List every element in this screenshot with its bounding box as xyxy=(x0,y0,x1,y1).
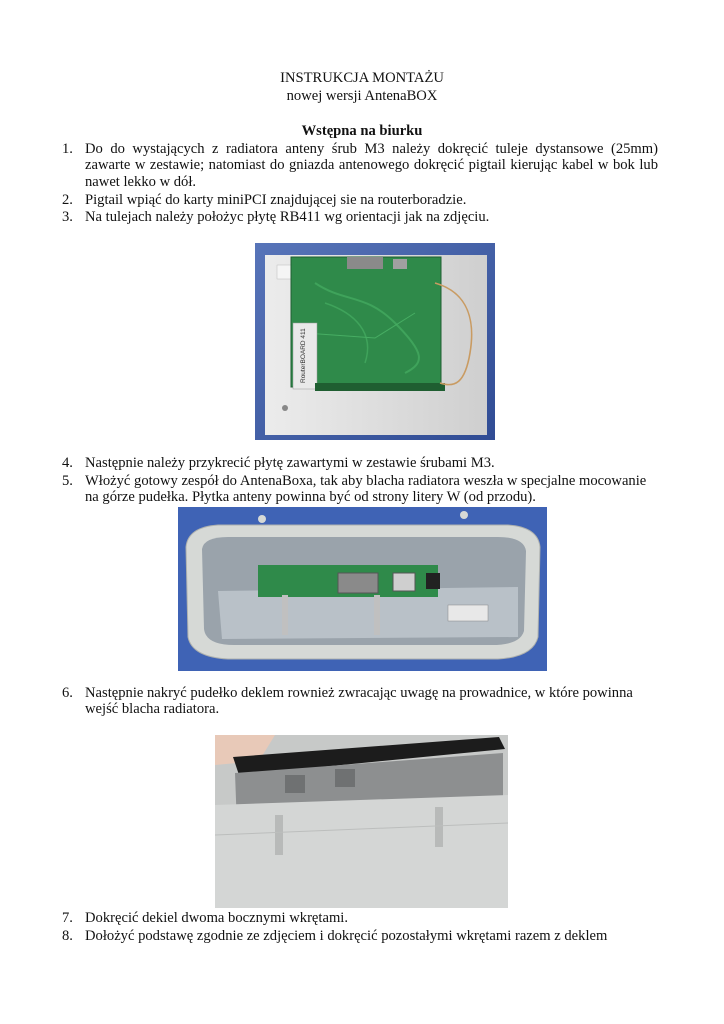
step-number: 7. xyxy=(62,910,73,926)
photo-routerboard-on-desk xyxy=(255,243,495,440)
photo-assembly-in-box xyxy=(178,507,547,671)
step-4 xyxy=(62,455,658,471)
photo-lid-placement xyxy=(215,735,508,908)
step-number: 1. xyxy=(62,141,73,157)
step-text: Do do wystających z radiatora anteny śrub M3 należy dokręcić tuleje dystansowe (25mm) zawarte w zestawie; natomiast do gniazda antenowego dokręcić pigtail kierując kabel w bok lub nawet lekko w dół. xyxy=(85,141,658,190)
step-number: 8. xyxy=(62,928,73,944)
step-text: Włożyć gotowy zespół do AntenaBoxa, tak aby blacha radiatora weszła w specjalne mocowanie na górze pudełka. Płytka anteny powinna być od strony litery W (od przodu). xyxy=(85,473,647,506)
step-5 xyxy=(62,473,658,506)
step-1 xyxy=(62,141,658,190)
routerboard-photo-illustration xyxy=(255,243,495,440)
housing-photo-illustration xyxy=(178,507,547,671)
document-subtitle: nowej wersji AntenaBOX xyxy=(286,88,438,104)
step-number: 3. xyxy=(62,209,73,225)
section-heading: Wstępna na biurku xyxy=(301,123,423,139)
step-text: Następnie należy przykrecić płytę zawartymi w zestawie śrubami M3. xyxy=(85,455,495,471)
step-2 xyxy=(62,192,658,208)
step-text: Dokręcić dekiel dwoma bocznymi wkrętami. xyxy=(85,910,349,926)
step-3 xyxy=(62,209,658,225)
step-text: Dołożyć podstawę zgodnie ze zdjęciem i dokręcić pozostałymi wkrętami razem z deklem xyxy=(85,928,608,944)
step-7 xyxy=(62,910,658,926)
step-text: Pigtail wpiąć do karty miniPCI znajdującej sie na routerboradzie. xyxy=(85,192,467,208)
step-number: 6. xyxy=(62,685,73,701)
board-label-text: RouterBOARD 411 xyxy=(300,328,307,383)
document-title: INSTRUKCJA MONTAŻU xyxy=(280,70,444,86)
step-number: 2. xyxy=(62,192,73,208)
step-text: Następnie nakryć pudełko deklem rownież zwracając uwagę na prowadnice, w które powinna wejść blacha radiatora. xyxy=(85,685,633,718)
step-number: 5. xyxy=(62,473,73,489)
step-6 xyxy=(62,685,658,718)
lid-photo-illustration xyxy=(215,735,508,908)
step-number: 4. xyxy=(62,455,73,471)
step-text: Na tulejach należy położyc płytę RB411 wg orientacji jak na zdjęciu. xyxy=(85,209,490,225)
step-8 xyxy=(62,928,658,944)
